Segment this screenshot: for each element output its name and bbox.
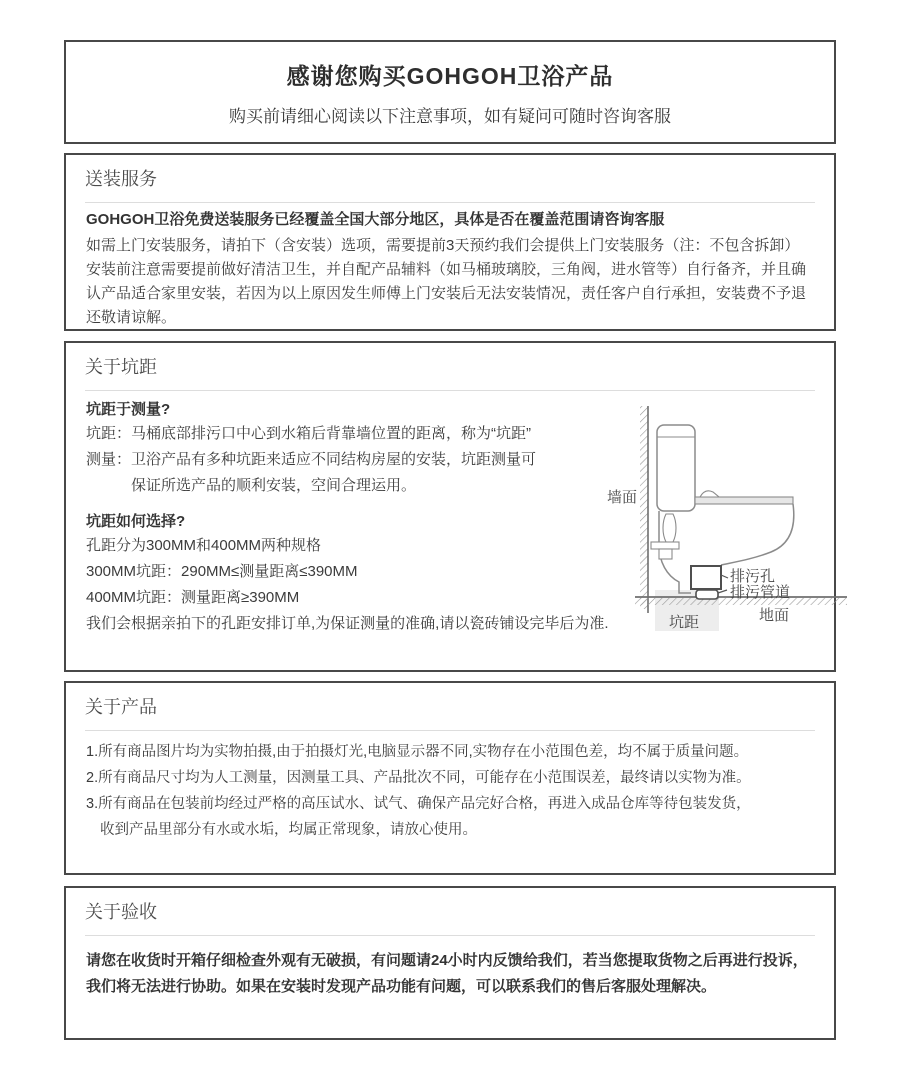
def-text-line2: 保证所选产品的顺利安装，空间合理运用。	[131, 477, 417, 494]
wall-label: 墙面	[607, 489, 638, 506]
wall-hatch	[640, 406, 648, 613]
header-box	[64, 40, 836, 144]
def-label: 坑距：	[86, 425, 132, 442]
product-heading: 关于产品	[85, 697, 157, 717]
delivery-lead: GOHGOH卫浴免费送装服务已经覆盖全国大部分地区，具体是否在覆盖范围请咨询客服	[86, 211, 665, 228]
pit-def-kengju	[86, 421, 631, 447]
section-divider	[85, 202, 815, 203]
pit-text-column	[86, 399, 631, 637]
def-text	[131, 447, 536, 499]
section-divider	[85, 730, 815, 731]
list-item: 3.所有商品在包装前均经过严格的高压试水、试气、确保产品完好合格，再进入成品仓库等待包装发货，	[86, 796, 751, 812]
delivery-body: 如需上门安装服务，请拍下（含安装）选项，需要提前3天预约我们会提供上门安装服务（注：不包含拆卸）安装前注意需要提前做好清洁卫生，并自配产品辅料（如马桶玻璃胶，三角阀，进水管等）自行备齐，并且确认产品适合家里安装，若因为以上原因发生师傅上门安装后无法安装情况，责任客户自行承担，安装费不予退还敬请谅解。	[86, 237, 807, 326]
delivery-heading: 送装服务	[85, 169, 157, 189]
pit-distance-label: 坑距	[669, 614, 700, 631]
page-title: 感谢您购买GOHGOH卫浴产品	[286, 63, 614, 89]
list-item: 收到产品里部分有水或水垢，均属正常现象，请放心使用。	[100, 822, 477, 838]
pit-spec-line: 300MM坑距：290MM≤测量距离≤390MM	[86, 563, 358, 580]
product-notes-list	[86, 739, 814, 843]
pit-spec-line: 孔距分为300MM和400MM两种规格	[86, 537, 322, 554]
hole-leader-line	[721, 575, 728, 578]
pit-distance-section	[64, 341, 836, 672]
pit-def-celiang	[86, 447, 631, 499]
acceptance-heading: 关于验收	[85, 902, 157, 922]
def-text: 马桶底部排污口中心到水箱后背靠墙位置的距离，称为“坑距”	[131, 425, 532, 442]
section-divider	[85, 390, 815, 391]
sewage-pipe-label: 排污管道	[730, 584, 791, 601]
pit-distance-diagram	[593, 398, 847, 646]
ground-label: 地面	[759, 607, 790, 624]
pit-spec-line: 400MM坑距：测量距离≥390MM	[86, 589, 300, 606]
pit-note: 我们会根据亲拍下的孔距安排订单,为保证测量的准确,请以瓷砖铺设完毕后为准.	[86, 615, 609, 632]
pipe-leader-line	[718, 590, 727, 593]
sewage-pipe-shape	[696, 590, 718, 599]
pit-heading: 关于坑距	[85, 357, 157, 377]
delivery-section	[64, 153, 836, 331]
pit-question-measure: 坑距于测量?	[86, 401, 171, 418]
product-section	[64, 681, 836, 875]
acceptance-section	[64, 886, 836, 1040]
list-item: 2.所有商品尺寸均为人工测量，因测量工具、产品批次不同，可能存在小范围误差，最终请以实物为准。	[86, 770, 751, 786]
pit-question-choose: 坑距如何选择?	[86, 513, 186, 530]
page-subtitle: 购买前请细心阅读以下注意事项，如有疑问可随时咨询客服	[229, 107, 671, 126]
list-item: 1.所有商品图片均为实物拍摄,由于拍摄灯光,电脑显示器不同,实物存在小范围色差，均不属于质量问题。	[86, 744, 749, 760]
sewage-hole-shape	[691, 566, 721, 589]
acceptance-body: 请您在收货时开箱仔细检查外观有无破损，有问题请24小时内反馈给我们，若当您提取货物之后再进行投诉，我们将无法进行协助。如果在安装时发现产品功能有问题，可以联系我们的售后客服处理解决。	[86, 952, 808, 995]
section-divider	[85, 935, 815, 936]
def-label: 测量：	[86, 451, 132, 468]
def-text-line1: 卫浴产品有多种坑距来适应不同结构房屋的安装，坑距测量可	[131, 451, 537, 468]
sewage-hole-label: 排污孔	[730, 568, 776, 585]
